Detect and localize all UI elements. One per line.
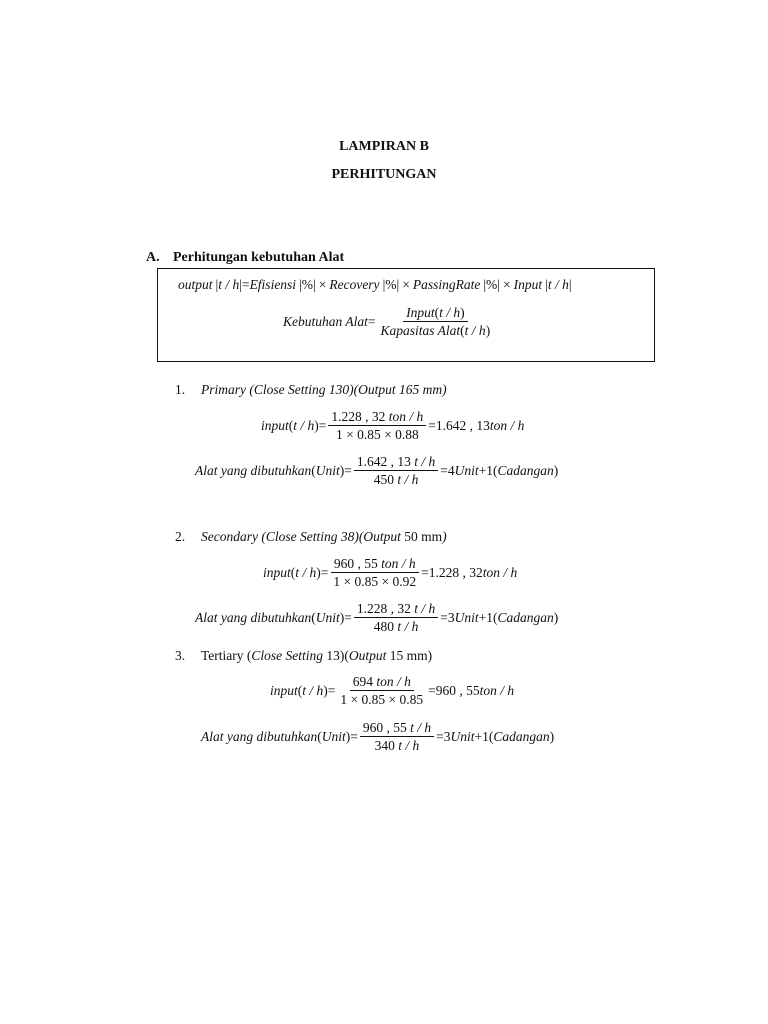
unit-plus: +1 — [478, 462, 494, 478]
recovery-term: Recovery — [329, 277, 380, 292]
input-result-unit: ton / h — [489, 417, 525, 433]
input-result-unit: ton / h — [479, 682, 515, 698]
item-2-number: 2. — [175, 529, 186, 544]
fraction-numerator: Input — [406, 305, 435, 320]
unit-numerator-unit: t / h — [414, 454, 436, 469]
item-3-unit-fraction — [360, 720, 434, 753]
input-lhs-unit: t / h — [293, 417, 315, 433]
item-1-input-fraction — [328, 409, 426, 442]
input-result-unit: ton / h — [482, 564, 518, 580]
unit-reserve: Cadangan — [497, 462, 554, 478]
unit-reserve: Cadangan — [493, 728, 550, 744]
input-numerator: 960 , 55 — [333, 556, 382, 571]
section-title: Perhitungan kebutuhan Alat — [173, 250, 345, 265]
item-1-number: 1. — [175, 382, 186, 397]
item-3-unit-equation: Alat yang dibutuhkan ( Unit )= $\frac{960 , 55 t / h}{340 t / h}$ = 3 Unit +1 ( Cadangan ) — [201, 720, 555, 753]
input-denominator: 1 × 0.85 × 0.88 — [335, 427, 419, 442]
item-2-unit-fraction — [354, 601, 438, 634]
input-result: 960 , 55 — [435, 682, 480, 698]
section-marker: A. — [146, 250, 160, 265]
unit-lhs-unit: Unit — [315, 609, 340, 625]
passing-rate-term: PassingRate — [412, 277, 481, 292]
input-numerator-unit: ton / h — [376, 674, 411, 689]
input-lhs: input — [270, 682, 298, 698]
output-unit: t / h — [218, 277, 240, 292]
numerator-unit: t / h — [439, 305, 461, 320]
unit-plus: +1 — [478, 609, 494, 625]
input-numerator: 694 — [352, 674, 377, 689]
page-subtitle: PERHITUNGAN — [331, 167, 437, 182]
input-denominator: 1 × 0.85 × 0.85 — [340, 692, 424, 707]
unit-result-unit: Unit — [454, 462, 479, 478]
page-title: LAMPIRAN B — [339, 139, 429, 154]
input-numerator-unit: ton / h — [388, 409, 424, 424]
item-3-input-fraction — [337, 674, 426, 707]
unit-denominator-unit: t / h — [397, 472, 419, 487]
denominator-unit: t / h — [464, 323, 486, 338]
item-2-unit-equation: Alat yang dibutuhkan ( Unit )= $\frac{1.228 , 32 t / h}{480 t / h}$ = 3 Unit +1 ( Cadangan ) — [195, 601, 559, 634]
item-1-input-equation: input ( t / h )= $\frac{\text{1.228 , 32 ton / h}}{1 \times 0.85 \times 0.88}$ = 1.642 , 13 ton / h — [261, 409, 525, 442]
input-term: Input — [513, 277, 543, 292]
output-term: output — [178, 277, 213, 292]
unit-denominator-unit: t / h — [397, 619, 419, 634]
input-result: 1.642 , 13 — [435, 417, 490, 433]
item-3-label-setting: Close Setting — [251, 648, 327, 663]
unit-numerator: 1.642 , 13 — [356, 454, 415, 469]
efficiency-term: Efisiensi — [249, 277, 297, 292]
unit-denominator-unit: t / h — [398, 738, 420, 753]
efficiency-unit: % — [301, 277, 314, 292]
recovery-unit: % — [385, 277, 397, 292]
unit-numerator-unit: t / h — [414, 601, 436, 616]
item-1-unit-equation: Alat yang dibutuhkan ( Unit )= $\frac{1.642 , 13 t / h}{450 t / h}$ = 4 Unit +1 ( Cadangan ) — [195, 454, 559, 487]
unit-plus: +1 — [474, 728, 489, 744]
input-numerator-unit: ton / h — [381, 556, 416, 571]
item-2-label-size: 50 mm — [404, 529, 443, 544]
item-1-unit-fraction — [354, 454, 438, 487]
fraction-denominator: Kapasitas Alat — [380, 323, 461, 338]
unit-numerator-unit: t / h — [410, 720, 432, 735]
unit-result-unit: Unit — [450, 728, 475, 744]
input-numerator: 1.228 , 32 — [331, 409, 389, 424]
requirement-formula: Kebutuhan Alat = $\frac{\text{Input(t / h)}}{\text{Kapasitas Alat(t / h)}}$ — [283, 305, 495, 338]
item-1-heading — [175, 382, 447, 398]
item-1-label: Primary (Close Setting 130)(Output 165 mm) — [201, 382, 447, 397]
input-lhs: input — [263, 564, 291, 580]
unit-result-unit: Unit — [454, 609, 479, 625]
unit-lhs: Alat yang dibutuhkan — [201, 728, 318, 744]
input-lhs-unit: t / h — [295, 564, 317, 580]
item-2-label: Secondary (Close Setting 38)(Output — [201, 529, 405, 544]
unit-lhs-unit: Unit — [315, 462, 340, 478]
output-formula: output | t / h |= Efisiensi | % | × Recovery | % | × PassingRate | % | × Input | t / h | — [178, 277, 572, 292]
item-3-label-size: 15 mm) — [389, 648, 433, 663]
unit-result-count: 3 — [443, 728, 451, 744]
unit-numerator: 1.228 , 32 — [356, 601, 415, 616]
item-3-number: 3. — [175, 648, 186, 663]
section-heading — [146, 250, 344, 266]
unit-lhs-unit: Unit — [321, 728, 346, 744]
requirement-fraction: $\frac{\text{Input(t / h)}}{\text{Kapasitas Alat(t / h)}}$ — [380, 305, 491, 338]
item-3-label-value: 13)( — [326, 648, 349, 663]
input-lhs-unit: t / h — [302, 682, 324, 698]
item-3-input-equation: input ( t / h )= $\frac{\text{694 ton / h}}{1 \times 0.85 \times 0.85}$ = 960 , 55 ton / h — [270, 674, 515, 707]
item-3-label: Tertiary ( — [201, 648, 252, 663]
unit-denominator: 480 — [373, 619, 398, 634]
item-3-label-output: Output — [348, 648, 390, 663]
input-lhs: input — [261, 417, 289, 433]
item-2-label-close: ) — [442, 529, 447, 544]
input-unit: t / h — [547, 277, 569, 292]
unit-denominator: 450 — [373, 472, 398, 487]
unit-reserve: Cadangan — [497, 609, 554, 625]
item-2-input-equation: input ( t / h )= $\frac{\text{960 , 55 ton / h}}{1 \times 0.85 \times 0.92}$ = 1.228 , 32 ton / h — [263, 556, 518, 589]
item-3-heading — [175, 648, 432, 664]
item-2-input-fraction — [330, 556, 419, 589]
unit-lhs: Alat yang dibutuhkan — [195, 609, 312, 625]
unit-denominator: 340 — [374, 738, 399, 753]
input-result: 1.228 , 32 — [428, 564, 483, 580]
requirement-term: Kebutuhan Alat — [283, 313, 368, 329]
unit-lhs: Alat yang dibutuhkan — [195, 462, 312, 478]
input-denominator: 1 × 0.85 × 0.92 — [333, 574, 417, 589]
unit-result-count: 4 — [447, 462, 455, 478]
unit-numerator: 960 , 55 — [362, 720, 411, 735]
item-2-heading — [175, 529, 447, 545]
passing-rate-unit: % — [486, 277, 498, 292]
unit-result-count: 3 — [447, 609, 455, 625]
